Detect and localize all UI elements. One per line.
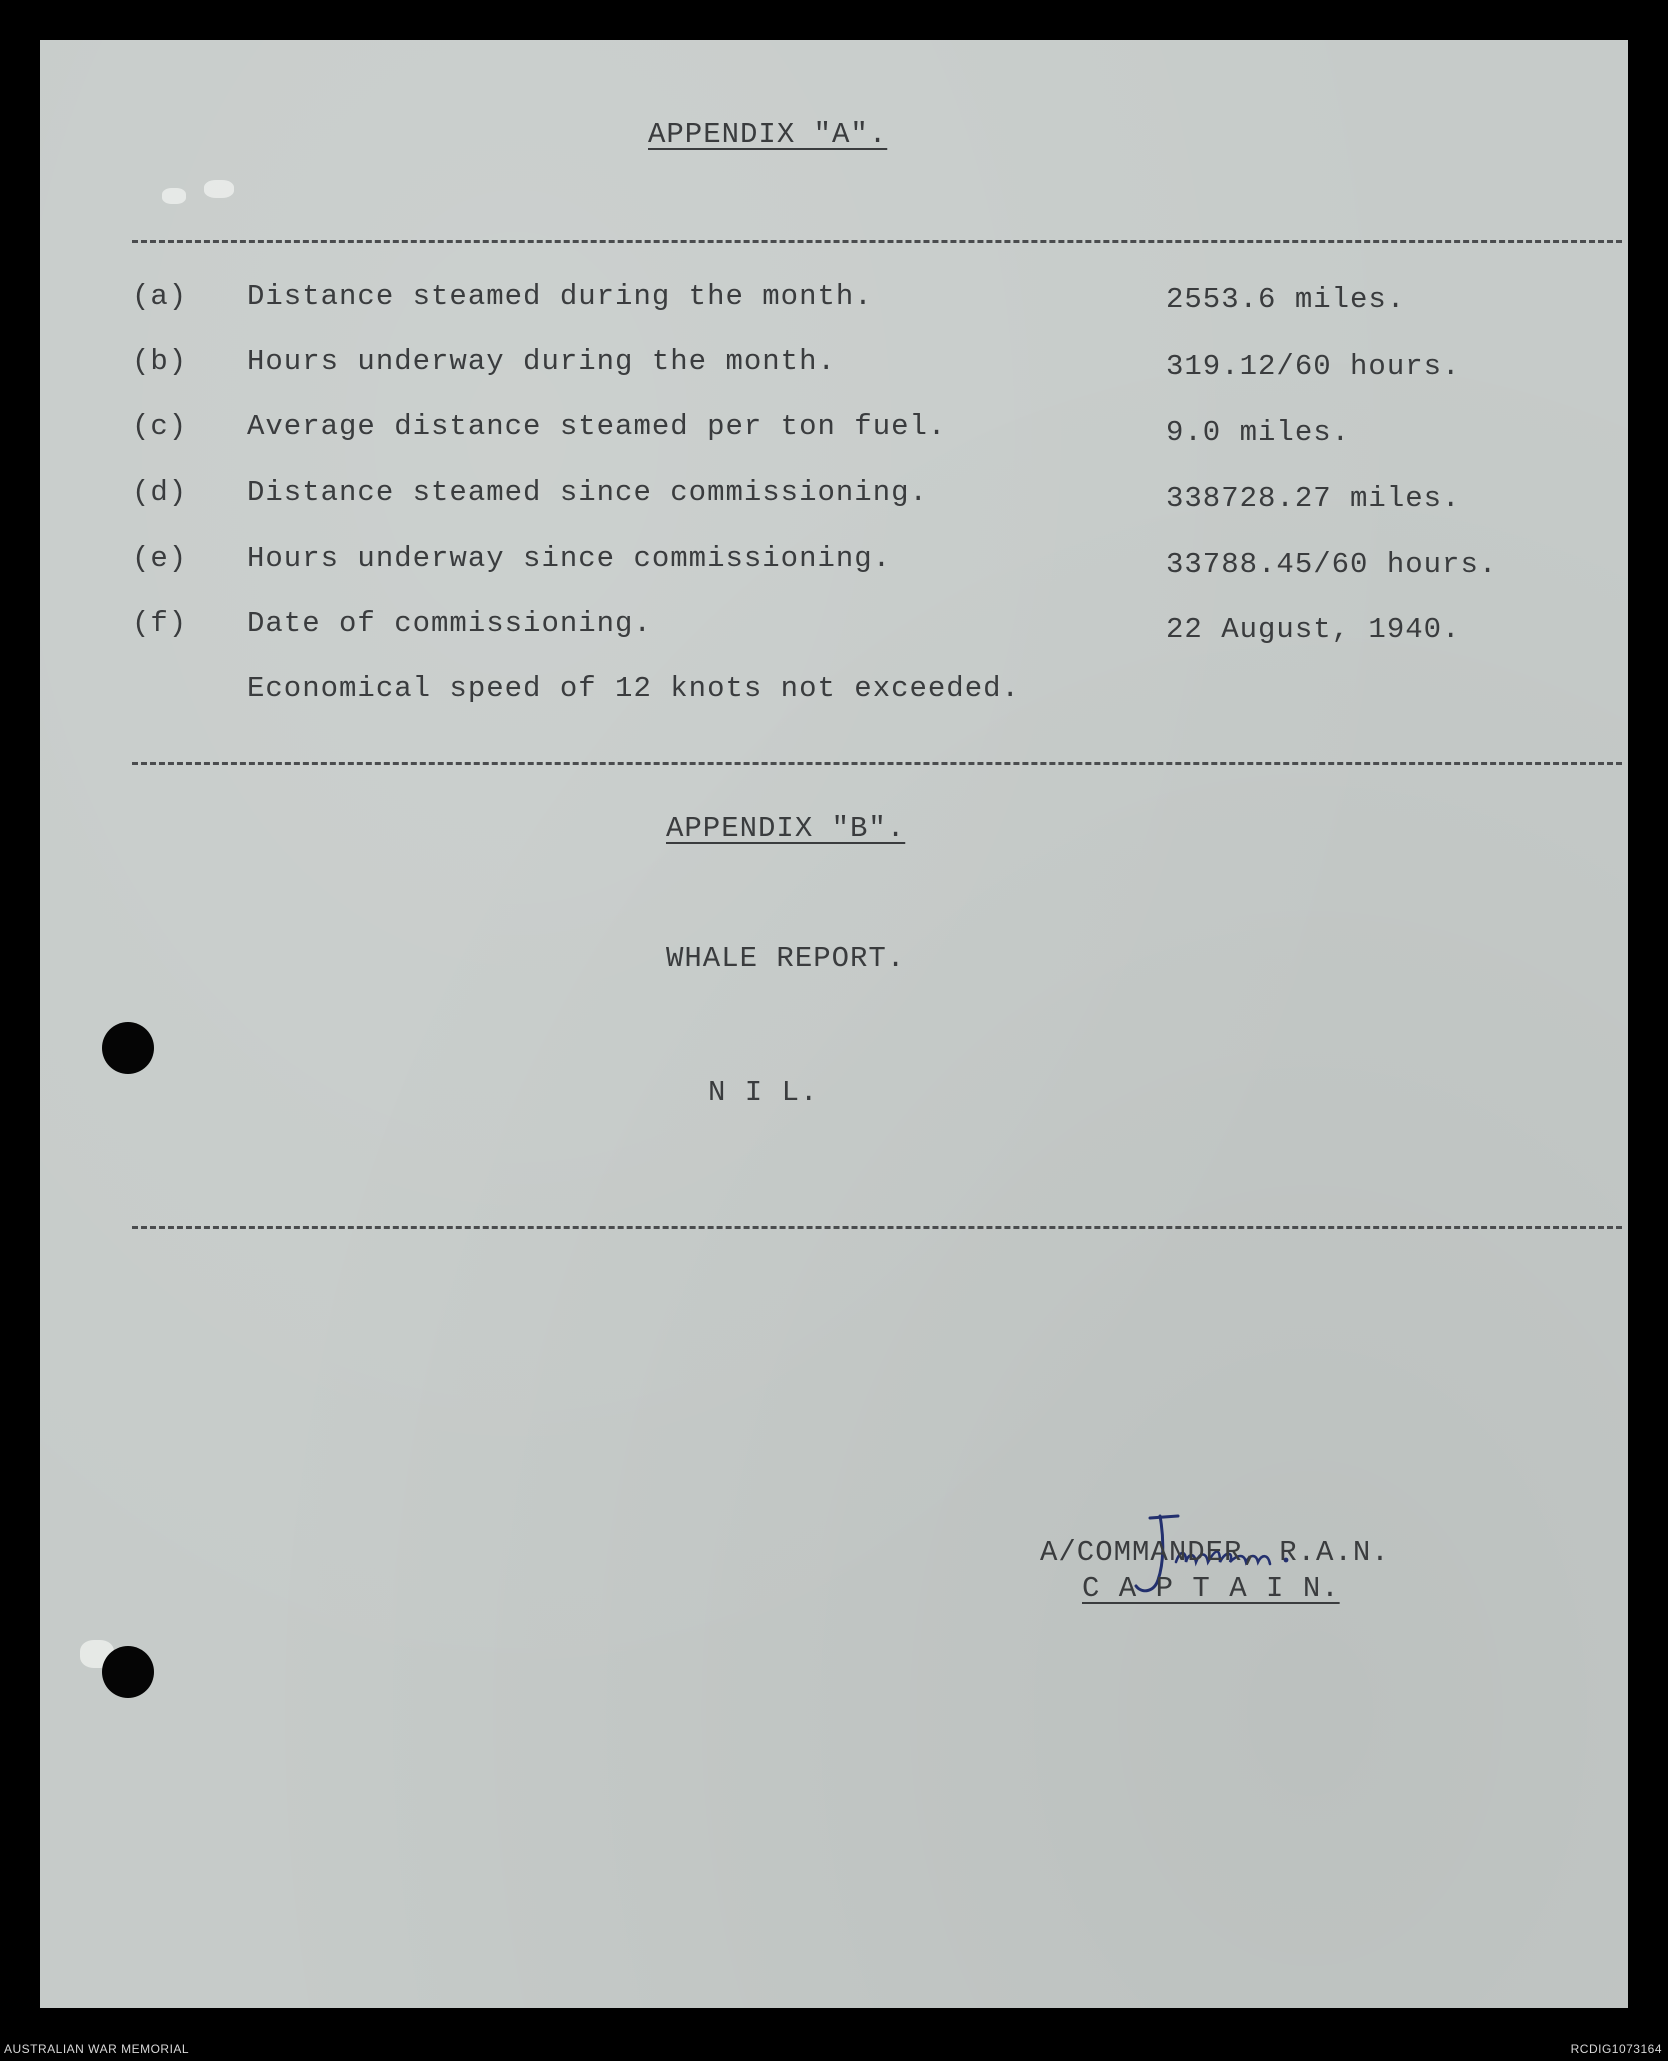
appendix-a-note: Economical speed of 12 knots not exceeded. — [247, 672, 1020, 705]
row-label: (f) — [132, 607, 188, 640]
row-label: (e) — [132, 542, 188, 575]
row-label: (b) — [132, 345, 188, 378]
dashed-divider — [132, 240, 1622, 243]
signatory-rank: A/COMMANDER, R.A.N. — [1040, 1536, 1390, 1569]
row-description: Distance steamed since commissioning. — [247, 476, 928, 509]
row-value: 2553.6 miles. — [1166, 283, 1406, 316]
appendix-b-title: APPENDIX "B". — [666, 812, 906, 845]
whale-report-heading: WHALE REPORT. — [666, 942, 906, 975]
dashed-divider — [132, 762, 1622, 765]
footer-record-id: RCDIG1073164 — [1570, 2042, 1662, 2056]
whale-report-body: N I L. — [708, 1076, 819, 1109]
row-description: Distance steamed during the month. — [247, 280, 873, 313]
appendix-a-title: APPENDIX "A". — [648, 118, 888, 151]
document-page — [40, 40, 1628, 2008]
punch-hole — [102, 1646, 154, 1698]
punch-hole — [102, 1022, 154, 1074]
paper-tear — [162, 188, 186, 204]
paper-tear — [204, 180, 234, 198]
row-description: Date of commissioning. — [247, 607, 652, 640]
signatory-position: C A P T A I N. — [1082, 1572, 1340, 1605]
row-value: 9.0 miles. — [1166, 416, 1351, 449]
row-description: Hours underway during the month. — [247, 345, 836, 378]
row-description: Average distance steamed per ton fuel. — [247, 410, 947, 443]
row-label: (c) — [132, 410, 188, 443]
row-value: 319.12/60 hours. — [1166, 350, 1461, 383]
row-label: (d) — [132, 476, 188, 509]
row-label: (a) — [132, 280, 188, 313]
dashed-divider — [132, 1226, 1622, 1229]
footer-archive-name: AUSTRALIAN WAR MEMORIAL — [4, 2042, 190, 2056]
row-value: 338728.27 miles. — [1166, 482, 1461, 515]
row-value: 22 August, 1940. — [1166, 613, 1461, 646]
row-value: 33788.45/60 hours. — [1166, 548, 1498, 581]
row-description: Hours underway since commissioning. — [247, 542, 892, 575]
